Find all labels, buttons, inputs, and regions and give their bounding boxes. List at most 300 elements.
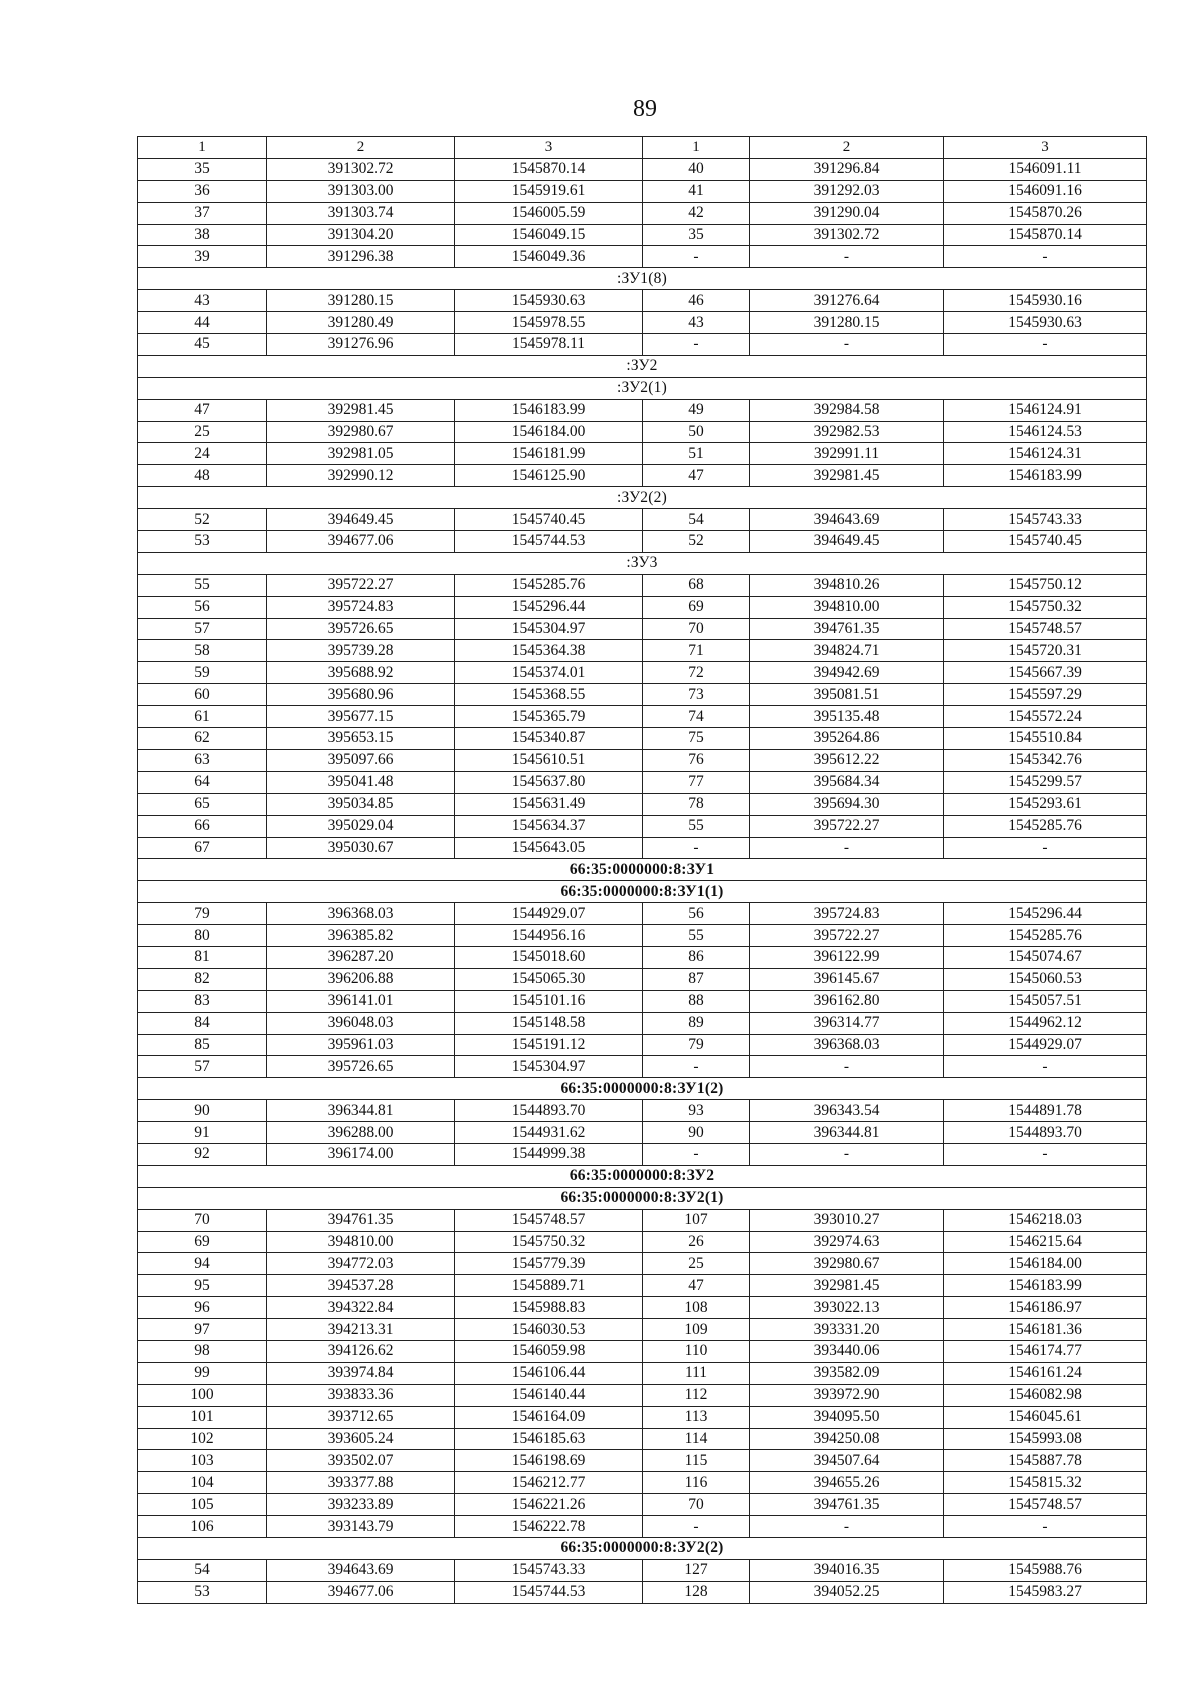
point-number-cell: 48 (138, 465, 267, 487)
y-coordinate-cell: 1545637.80 (455, 771, 643, 793)
section-heading-row (138, 355, 1147, 377)
x-coordinate-cell: 391303.00 (267, 180, 455, 202)
point-number-cell: 65 (138, 793, 267, 815)
point-number-cell: 51 (643, 443, 750, 465)
x-coordinate-cell: 393502.07 (267, 1450, 455, 1472)
x-coordinate-cell: 394649.45 (750, 531, 944, 553)
y-coordinate-cell: 1545930.16 (944, 290, 1147, 312)
y-coordinate-cell: 1545983.27 (944, 1581, 1147, 1603)
point-number-cell: 116 (643, 1472, 750, 1494)
x-coordinate-cell: 394810.00 (267, 1231, 455, 1253)
point-number-cell: 101 (138, 1406, 267, 1428)
section-heading: :ЗУ2(1) (138, 377, 1147, 399)
x-coordinate-cell: 394655.26 (750, 1472, 944, 1494)
table-row (138, 1231, 1147, 1253)
x-coordinate-cell: 395684.34 (750, 771, 944, 793)
x-coordinate-cell: 391304.20 (267, 224, 455, 246)
point-number-cell: 95 (138, 1275, 267, 1297)
header-cell-point-number: 1 (138, 137, 267, 159)
x-coordinate-cell: 394322.84 (267, 1297, 455, 1319)
table-row (138, 312, 1147, 334)
x-coordinate-cell: 393974.84 (267, 1362, 455, 1384)
table-row (138, 1122, 1147, 1144)
y-coordinate-cell: 1545148.58 (455, 1012, 643, 1034)
point-number-cell: 103 (138, 1450, 267, 1472)
x-coordinate-cell: 391276.96 (267, 334, 455, 356)
y-coordinate-cell: 1545978.55 (455, 312, 643, 334)
point-number-cell: 63 (138, 749, 267, 771)
y-coordinate-cell: 1545740.45 (944, 531, 1147, 553)
table-row (138, 1012, 1147, 1034)
point-number-cell: 24 (138, 443, 267, 465)
x-coordinate-cell: 391290.04 (750, 202, 944, 224)
y-coordinate-cell: 1545870.26 (944, 202, 1147, 224)
point-number-cell: 97 (138, 1319, 267, 1341)
point-number-cell: 90 (643, 1122, 750, 1144)
section-heading-row (138, 1538, 1147, 1560)
point-number-cell: 47 (643, 465, 750, 487)
x-coordinate-cell: 393582.09 (750, 1362, 944, 1384)
point-number-cell: 69 (138, 1231, 267, 1253)
section-heading: :ЗУ1(8) (138, 268, 1147, 290)
y-coordinate-cell: 1545887.78 (944, 1450, 1147, 1472)
x-coordinate-cell: 394016.35 (750, 1559, 944, 1581)
y-coordinate-cell: 1545634.37 (455, 815, 643, 837)
x-coordinate-cell: - (750, 1516, 944, 1538)
point-number-cell: 74 (643, 706, 750, 728)
point-number-cell: 42 (643, 202, 750, 224)
y-coordinate-cell: 1546185.63 (455, 1428, 643, 1450)
point-number-cell: 70 (643, 618, 750, 640)
point-number-cell: 76 (643, 749, 750, 771)
section-heading-row (138, 487, 1147, 509)
point-number-cell: 53 (138, 1581, 267, 1603)
x-coordinate-cell: 395612.22 (750, 749, 944, 771)
y-coordinate-cell: 1545285.76 (944, 925, 1147, 947)
x-coordinate-cell: 395726.65 (267, 1056, 455, 1078)
x-coordinate-cell: - (750, 1056, 944, 1078)
x-coordinate-cell: 394126.62 (267, 1340, 455, 1362)
point-number-cell: 52 (643, 531, 750, 553)
table-row (138, 1516, 1147, 1538)
y-coordinate-cell: 1546161.24 (944, 1362, 1147, 1384)
point-number-cell: 56 (643, 903, 750, 925)
point-number-cell: 100 (138, 1384, 267, 1406)
x-coordinate-cell: 394942.69 (750, 662, 944, 684)
y-coordinate-cell: 1546181.99 (455, 443, 643, 465)
y-coordinate-cell: 1545919.61 (455, 180, 643, 202)
x-coordinate-cell: 393377.88 (267, 1472, 455, 1494)
x-coordinate-cell: 391302.72 (267, 158, 455, 180)
table-row (138, 793, 1147, 815)
y-coordinate-cell: - (944, 246, 1147, 268)
y-coordinate-cell: 1546212.77 (455, 1472, 643, 1494)
table-row (138, 946, 1147, 968)
y-coordinate-cell: 1544929.07 (944, 1034, 1147, 1056)
y-coordinate-cell: 1545743.33 (944, 509, 1147, 531)
point-number-cell: 43 (138, 290, 267, 312)
point-number-cell: 55 (643, 925, 750, 947)
x-coordinate-cell: 392974.63 (750, 1231, 944, 1253)
point-number-cell: 82 (138, 968, 267, 990)
point-number-cell: 67 (138, 837, 267, 859)
x-coordinate-cell: 392990.12 (267, 465, 455, 487)
x-coordinate-cell: 395081.51 (750, 684, 944, 706)
x-coordinate-cell: 396343.54 (750, 1100, 944, 1122)
point-number-cell: 45 (138, 334, 267, 356)
point-number-cell: 46 (643, 290, 750, 312)
x-coordinate-cell: - (750, 1143, 944, 1165)
point-number-cell: 54 (643, 509, 750, 531)
y-coordinate-cell: 1546106.44 (455, 1362, 643, 1384)
y-coordinate-cell: 1546082.98 (944, 1384, 1147, 1406)
point-number-cell: 57 (138, 1056, 267, 1078)
coordinates-table (137, 136, 1147, 1604)
x-coordinate-cell: 392980.67 (750, 1253, 944, 1275)
point-number-cell: 110 (643, 1340, 750, 1362)
y-coordinate-cell: 1545748.57 (944, 1494, 1147, 1516)
y-coordinate-cell: 1546045.61 (944, 1406, 1147, 1428)
table-row (138, 684, 1147, 706)
table-row (138, 1362, 1147, 1384)
point-number-cell: 109 (643, 1319, 750, 1341)
y-coordinate-cell: 1546124.91 (944, 399, 1147, 421)
section-heading-row (138, 1078, 1147, 1100)
y-coordinate-cell: 1546221.26 (455, 1494, 643, 1516)
point-number-cell: 72 (643, 662, 750, 684)
y-coordinate-cell: 1545978.11 (455, 334, 643, 356)
table-row (138, 334, 1147, 356)
x-coordinate-cell: 395726.65 (267, 618, 455, 640)
x-coordinate-cell: 396048.03 (267, 1012, 455, 1034)
table-row (138, 640, 1147, 662)
y-coordinate-cell: 1545293.61 (944, 793, 1147, 815)
y-coordinate-cell: 1545299.57 (944, 771, 1147, 793)
y-coordinate-cell: 1546091.11 (944, 158, 1147, 180)
x-coordinate-cell: 394761.35 (750, 1494, 944, 1516)
point-number-cell: 62 (138, 728, 267, 750)
y-coordinate-cell: 1545304.97 (455, 618, 643, 640)
x-coordinate-cell: 392981.45 (267, 399, 455, 421)
y-coordinate-cell: 1545748.57 (455, 1209, 643, 1231)
table-row (138, 1450, 1147, 1472)
y-coordinate-cell: 1545993.08 (944, 1428, 1147, 1450)
page-number: 89 (633, 96, 657, 122)
y-coordinate-cell: 1546198.69 (455, 1450, 643, 1472)
point-number-cell: 61 (138, 706, 267, 728)
x-coordinate-cell: 394052.25 (750, 1581, 944, 1603)
x-coordinate-cell: 391302.72 (750, 224, 944, 246)
y-coordinate-cell: 1546183.99 (455, 399, 643, 421)
x-coordinate-cell: 395688.92 (267, 662, 455, 684)
x-coordinate-cell: 395041.48 (267, 771, 455, 793)
x-coordinate-cell: 394250.08 (750, 1428, 944, 1450)
x-coordinate-cell: - (750, 334, 944, 356)
point-number-cell: 36 (138, 180, 267, 202)
y-coordinate-cell: 1545988.76 (944, 1559, 1147, 1581)
point-number-cell: 54 (138, 1559, 267, 1581)
x-coordinate-cell: 393440.06 (750, 1340, 944, 1362)
y-coordinate-cell: 1545342.76 (944, 749, 1147, 771)
x-coordinate-cell: 395722.27 (267, 574, 455, 596)
point-number-cell: 88 (643, 990, 750, 1012)
y-coordinate-cell: 1545340.87 (455, 728, 643, 750)
point-number-cell: 96 (138, 1297, 267, 1319)
x-coordinate-cell: 394643.69 (267, 1559, 455, 1581)
point-number-cell: 37 (138, 202, 267, 224)
x-coordinate-cell: 392980.67 (267, 421, 455, 443)
table-row (138, 1275, 1147, 1297)
point-number-cell: 104 (138, 1472, 267, 1494)
point-number-cell: 50 (643, 421, 750, 443)
point-number-cell: 81 (138, 946, 267, 968)
y-coordinate-cell: 1546222.78 (455, 1516, 643, 1538)
table-row (138, 465, 1147, 487)
table-row (138, 771, 1147, 793)
y-coordinate-cell: - (944, 334, 1147, 356)
y-coordinate-cell: 1546184.00 (944, 1253, 1147, 1275)
table-row (138, 1406, 1147, 1428)
table-row (138, 706, 1147, 728)
y-coordinate-cell: 1545720.31 (944, 640, 1147, 662)
x-coordinate-cell: 392981.05 (267, 443, 455, 465)
x-coordinate-cell: 395034.85 (267, 793, 455, 815)
point-number-cell: 93 (643, 1100, 750, 1122)
point-number-cell: - (643, 1056, 750, 1078)
table-row (138, 815, 1147, 837)
section-heading: :ЗУ2(2) (138, 487, 1147, 509)
point-number-cell: 85 (138, 1034, 267, 1056)
x-coordinate-cell: 395135.48 (750, 706, 944, 728)
x-coordinate-cell: 393972.90 (750, 1384, 944, 1406)
x-coordinate-cell: 394772.03 (267, 1253, 455, 1275)
point-number-cell: 44 (138, 312, 267, 334)
table-row (138, 728, 1147, 750)
y-coordinate-cell: 1545304.97 (455, 1056, 643, 1078)
y-coordinate-cell: 1545744.53 (455, 1581, 643, 1603)
y-coordinate-cell: 1544893.70 (455, 1100, 643, 1122)
table-row (138, 202, 1147, 224)
x-coordinate-cell: 391292.03 (750, 180, 944, 202)
table-row (138, 837, 1147, 859)
x-coordinate-cell: 394810.26 (750, 574, 944, 596)
x-coordinate-cell: 394213.31 (267, 1319, 455, 1341)
point-number-cell: 79 (643, 1034, 750, 1056)
table-row (138, 1253, 1147, 1275)
point-number-cell: - (643, 334, 750, 356)
x-coordinate-cell: 391303.74 (267, 202, 455, 224)
x-coordinate-cell: 392982.53 (750, 421, 944, 443)
table-row (138, 509, 1147, 531)
point-number-cell: 84 (138, 1012, 267, 1034)
y-coordinate-cell: 1545597.29 (944, 684, 1147, 706)
table-row (138, 618, 1147, 640)
x-coordinate-cell: 396385.82 (267, 925, 455, 947)
section-heading-row (138, 1165, 1147, 1187)
y-coordinate-cell: 1545510.84 (944, 728, 1147, 750)
table-row (138, 399, 1147, 421)
table-row (138, 1034, 1147, 1056)
header-cell-point-number: 1 (643, 137, 750, 159)
point-number-cell: 113 (643, 1406, 750, 1428)
x-coordinate-cell: 396145.67 (750, 968, 944, 990)
y-coordinate-cell: 1545074.67 (944, 946, 1147, 968)
y-coordinate-cell: 1545057.51 (944, 990, 1147, 1012)
point-number-cell: 99 (138, 1362, 267, 1384)
section-heading: 66:35:0000000:8:ЗУ1(2) (138, 1078, 1147, 1100)
x-coordinate-cell: 393233.89 (267, 1494, 455, 1516)
y-coordinate-cell: 1545060.53 (944, 968, 1147, 990)
point-number-cell: 53 (138, 531, 267, 553)
point-number-cell: 127 (643, 1559, 750, 1581)
point-number-cell: 98 (138, 1340, 267, 1362)
point-number-cell: 77 (643, 771, 750, 793)
x-coordinate-cell: 395724.83 (267, 596, 455, 618)
x-coordinate-cell: 396368.03 (750, 1034, 944, 1056)
x-coordinate-cell: 396288.00 (267, 1122, 455, 1144)
y-coordinate-cell: 1545748.57 (944, 618, 1147, 640)
table-row (138, 180, 1147, 202)
point-number-cell: 86 (643, 946, 750, 968)
x-coordinate-cell: 394810.00 (750, 596, 944, 618)
x-coordinate-cell: 393143.79 (267, 1516, 455, 1538)
y-coordinate-cell: 1545365.79 (455, 706, 643, 728)
y-coordinate-cell: 1545740.45 (455, 509, 643, 531)
y-coordinate-cell: 1546218.03 (944, 1209, 1147, 1231)
x-coordinate-cell: 391280.49 (267, 312, 455, 334)
x-coordinate-cell: 396314.77 (750, 1012, 944, 1034)
point-number-cell: 91 (138, 1122, 267, 1144)
table-row (138, 158, 1147, 180)
y-coordinate-cell: 1545815.32 (944, 1472, 1147, 1494)
x-coordinate-cell: 395961.03 (267, 1034, 455, 1056)
point-number-cell: 52 (138, 509, 267, 531)
x-coordinate-cell: 396368.03 (267, 903, 455, 925)
point-number-cell: 43 (643, 312, 750, 334)
table-row (138, 925, 1147, 947)
point-number-cell: 59 (138, 662, 267, 684)
header-cell-x: 2 (750, 137, 944, 159)
point-number-cell: 41 (643, 180, 750, 202)
section-heading: :ЗУ3 (138, 552, 1147, 574)
section-heading-row (138, 552, 1147, 574)
table-row (138, 596, 1147, 618)
y-coordinate-cell: 1546124.31 (944, 443, 1147, 465)
point-number-cell: 83 (138, 990, 267, 1012)
x-coordinate-cell: 396122.99 (750, 946, 944, 968)
point-number-cell: 89 (643, 1012, 750, 1034)
y-coordinate-cell: 1544962.12 (944, 1012, 1147, 1034)
section-heading: 66:35:0000000:8:ЗУ1(1) (138, 881, 1147, 903)
y-coordinate-cell: 1545296.44 (944, 903, 1147, 925)
point-number-cell: 58 (138, 640, 267, 662)
y-coordinate-cell: 1545285.76 (455, 574, 643, 596)
point-number-cell: 64 (138, 771, 267, 793)
section-heading: :ЗУ2 (138, 355, 1147, 377)
table-row (138, 1143, 1147, 1165)
x-coordinate-cell: 393833.36 (267, 1384, 455, 1406)
table-row (138, 1209, 1147, 1231)
x-coordinate-cell: 395724.83 (750, 903, 944, 925)
table-row (138, 1559, 1147, 1581)
x-coordinate-cell: 391276.64 (750, 290, 944, 312)
point-number-cell: 87 (643, 968, 750, 990)
x-coordinate-cell: 394649.45 (267, 509, 455, 531)
x-coordinate-cell: 396344.81 (267, 1100, 455, 1122)
y-coordinate-cell: 1545101.16 (455, 990, 643, 1012)
x-coordinate-cell: 396206.88 (267, 968, 455, 990)
point-number-cell: 106 (138, 1516, 267, 1538)
x-coordinate-cell: 394761.35 (267, 1209, 455, 1231)
point-number-cell: 57 (138, 618, 267, 640)
point-number-cell: 92 (138, 1143, 267, 1165)
point-number-cell: 66 (138, 815, 267, 837)
point-number-cell: 71 (643, 640, 750, 662)
section-heading: 66:35:0000000:8:ЗУ2(1) (138, 1187, 1147, 1209)
y-coordinate-cell: 1544891.78 (944, 1100, 1147, 1122)
x-coordinate-cell: 393022.13 (750, 1297, 944, 1319)
point-number-cell: 60 (138, 684, 267, 706)
y-coordinate-cell: 1544929.07 (455, 903, 643, 925)
y-coordinate-cell: 1546215.64 (944, 1231, 1147, 1253)
y-coordinate-cell: 1545750.32 (455, 1231, 643, 1253)
point-number-cell: 75 (643, 728, 750, 750)
table-row (138, 531, 1147, 553)
table-row (138, 749, 1147, 771)
point-number-cell: 25 (138, 421, 267, 443)
point-number-cell: - (643, 246, 750, 268)
y-coordinate-cell: 1545870.14 (455, 158, 643, 180)
x-coordinate-cell: 395722.27 (750, 925, 944, 947)
point-number-cell: 47 (643, 1275, 750, 1297)
point-number-cell: 70 (643, 1494, 750, 1516)
header-cell-x: 2 (267, 137, 455, 159)
table-row (138, 903, 1147, 925)
y-coordinate-cell: 1545930.63 (944, 312, 1147, 334)
y-coordinate-cell: 1545610.51 (455, 749, 643, 771)
y-coordinate-cell: 1545779.39 (455, 1253, 643, 1275)
x-coordinate-cell: 393712.65 (267, 1406, 455, 1428)
section-heading-row (138, 377, 1147, 399)
y-coordinate-cell: 1546183.99 (944, 1275, 1147, 1297)
y-coordinate-cell: 1546174.77 (944, 1340, 1147, 1362)
y-coordinate-cell: 1544999.38 (455, 1143, 643, 1165)
point-number-cell: - (643, 837, 750, 859)
y-coordinate-cell: 1545374.01 (455, 662, 643, 684)
x-coordinate-cell: - (750, 246, 944, 268)
table-row (138, 246, 1147, 268)
point-number-cell: 49 (643, 399, 750, 421)
table-row (138, 290, 1147, 312)
x-coordinate-cell: 395677.15 (267, 706, 455, 728)
y-coordinate-cell: 1546091.16 (944, 180, 1147, 202)
x-coordinate-cell: - (750, 837, 944, 859)
table-row (138, 224, 1147, 246)
y-coordinate-cell: 1545889.71 (455, 1275, 643, 1297)
point-number-cell: 94 (138, 1253, 267, 1275)
point-number-cell: 105 (138, 1494, 267, 1516)
section-heading-row (138, 859, 1147, 881)
point-number-cell: 73 (643, 684, 750, 706)
y-coordinate-cell: 1546059.98 (455, 1340, 643, 1362)
point-number-cell: 107 (643, 1209, 750, 1231)
y-coordinate-cell: - (944, 837, 1147, 859)
point-number-cell: 69 (643, 596, 750, 618)
y-coordinate-cell: 1546181.36 (944, 1319, 1147, 1341)
table-row (138, 1581, 1147, 1603)
y-coordinate-cell: 1545643.05 (455, 837, 643, 859)
table-row (138, 1319, 1147, 1341)
